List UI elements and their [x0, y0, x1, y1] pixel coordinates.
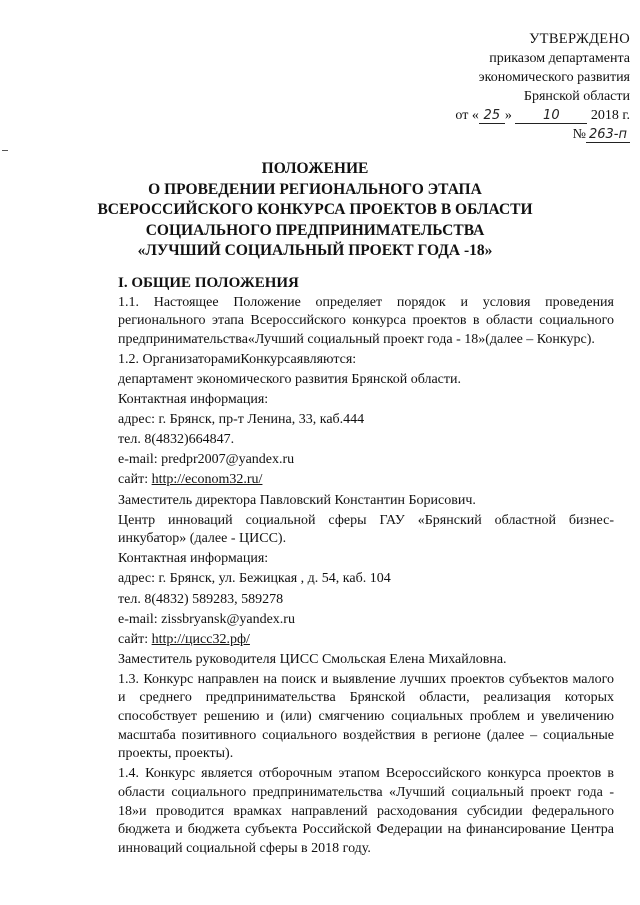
- organizer-2-name: Центр инноваций социальной сферы ГАУ «Брянский областной бизнес-инкубатор» (далее - ЦИСС).: [118, 512, 614, 547]
- organizer-1-site-link[interactable]: http://econom32.ru/: [151, 472, 263, 488]
- organizer-2-phone: тел. 8(4832) 589283, 589278: [118, 591, 284, 607]
- organizer-1-email: e-mail: predpr2007@yandex.ru: [118, 452, 295, 468]
- approval-date-close: »: [504, 108, 512, 123]
- document-body: [118, 274, 614, 860]
- paragraph-1-2: 1.2. ОрганизаторамиКонкурсаявляются:: [118, 351, 357, 367]
- organizer-2-contacts-label: Контактная информация:: [118, 551, 269, 567]
- approval-date-prefix: от «: [455, 108, 479, 123]
- approval-number-line: [400, 125, 630, 144]
- approval-number-value: 263-п: [586, 128, 630, 143]
- approval-date-day: 25: [479, 109, 505, 124]
- approval-date-line: [400, 106, 630, 125]
- title-line-2: О ПРОВЕДЕНИИ РЕГИОНАЛЬНОГО ЭТАПА: [148, 180, 482, 198]
- organizer-1-site-label: сайт:: [118, 472, 152, 488]
- scan-margin-mark: [2, 150, 8, 154]
- paragraph-1-4: 1.4. Конкурс является отборочным этапом Всероссийского конкурса проектов в области социального предпринимательства «Лучший социальный проект года - 18»и проводится врамках направлений расходования субсидии федерального бюджета и бюджета субъекта Российской Федерации на финансирование Центра инноваций социальной сферы в 2018 году.: [118, 766, 614, 856]
- organizer-1-name: департамент экономического развития Брянской области.: [118, 371, 461, 387]
- organizer-1-site-line: [118, 471, 614, 490]
- title-line-3: ВСЕРОССИЙСКОГО КОНКУРСА ПРОЕКТОВ В ОБЛАСТИ: [97, 201, 533, 218]
- paragraph-1-1: 1.1. Настоящее Положение определяет порядок и условия проведения регионального этапа Всероссийского конкурса проектов в области социального предпринимательства«Лучший социальный проект года - 18»(далее – Конкурс).: [118, 294, 614, 347]
- title-line-1: ПОЛОЖЕНИЕ: [261, 160, 369, 177]
- approval-department-line: экономического развития: [478, 70, 630, 85]
- organizer-1-phone: тел. 8(4832)664847.: [118, 432, 235, 448]
- document-title: [80, 159, 550, 262]
- organizer-1-contacts-label: Контактная информация:: [118, 392, 269, 408]
- title-line-5: «ЛУЧШИЙ СОЦИАЛЬНЫЙ ПРОЕКТ ГОДА -18»: [137, 242, 493, 259]
- organizer-2-email: e-mail: zissbryansk@yandex.ru: [118, 611, 295, 627]
- organizer-2-site-line: [118, 631, 614, 650]
- organizer-2-site-link[interactable]: http://цисс32.рф/: [151, 631, 250, 647]
- section-heading: I. ОБЩИЕ ПОЛОЖЕНИЯ: [118, 275, 299, 291]
- organizer-1-deputy: Заместитель директора Павловский Константин Борисович.: [118, 492, 476, 508]
- approval-number-prefix: №: [572, 127, 586, 142]
- organizer-1-address: адрес: г. Брянск, пр-т Ленина, 33, каб.444: [118, 412, 365, 428]
- approval-order-line: приказом департамента: [489, 51, 630, 66]
- organizer-2-site-label: сайт:: [118, 631, 152, 647]
- organizer-2-deputy: Заместитель руководителя ЦИСС Смольская Елена Михайловна.: [118, 651, 507, 667]
- approval-heading: УТВЕРЖДЕНО: [529, 31, 630, 47]
- approval-stamp-block: [400, 30, 630, 144]
- paragraph-1-3: 1.3. Конкурс направлен на поиск и выявление лучших проектов субъектов малого и среднего предпринимательства Брянской области, реализация которых способствует решению и (или) смягчению социальных проблем и увеличению масштаба позитивного социального воздействия в регионе (далее – социальные проекты, проекты).: [118, 671, 614, 762]
- approval-region-line: Брянской области: [523, 89, 630, 104]
- title-line-4: СОЦИАЛЬНОГО ПРЕДПРИНИМАТЕЛЬСТВА: [145, 221, 485, 239]
- approval-date-year: 2018 г.: [590, 108, 630, 123]
- approval-date-month: 10: [515, 109, 587, 124]
- organizer-2-address: адрес: г. Брянск, ул. Бежицкая , д. 54, каб. 104: [118, 571, 391, 587]
